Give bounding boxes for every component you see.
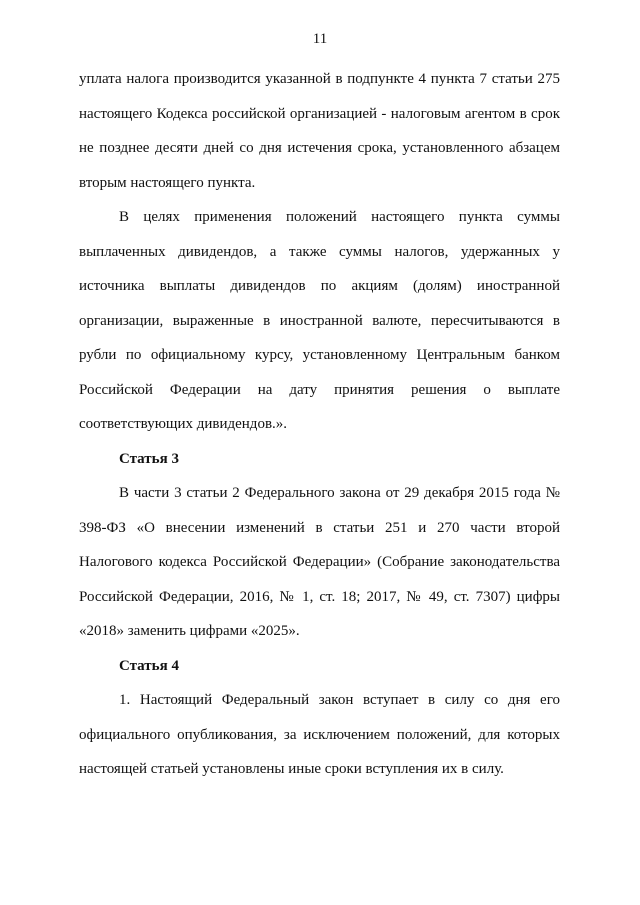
paragraph-currency-conversion: В целях применения положений настоящего пункта суммы выплаченных дивидендов, а также суммы налогов, удержанных у источника выплаты дивидендов по акциям (долям) иностранной организации, выраженные в иностранной валюте, пересчитываются в рубли по официальному курсу, установленному Центральным банком Российской Федерации на дату принятия решения о выплате соответствующих дивидендов.».: [79, 209, 560, 432]
article-3-text: В части 3 статьи 2 Федерального закона от 29 декабря 2015 года № 398-ФЗ «О внесении изменений в статьи 251 и 270 части второй Налогового кодекса Российской Федерации» (Собрание законодательства Российской Федерации, 2016, № 1, ст. 18; 2017, № 49, ст. 7307) цифры «2018» заменить цифрами «2025».: [79, 485, 560, 639]
article-3-heading: Статья 3: [119, 450, 179, 467]
article-4-text: 1. Настоящий Федеральный закон вступает в силу со дня его официального опубликования, за исключением положений, для которых настоящей статьей установлены иные сроки вступления их в силу.: [79, 692, 560, 777]
article-4-heading: Статья 4: [119, 657, 179, 674]
page-number: 11: [312, 31, 328, 47]
document-body: [79, 62, 560, 787]
paragraph-continuation: уплата налога производится указанной в подпункте 4 пункта 7 статьи 275 настоящего Кодекса российской организацией - налоговым агентом в срок не позднее десяти дней со дня истечения срока, установленного абзацем вторым настоящего пункта.: [79, 71, 560, 191]
